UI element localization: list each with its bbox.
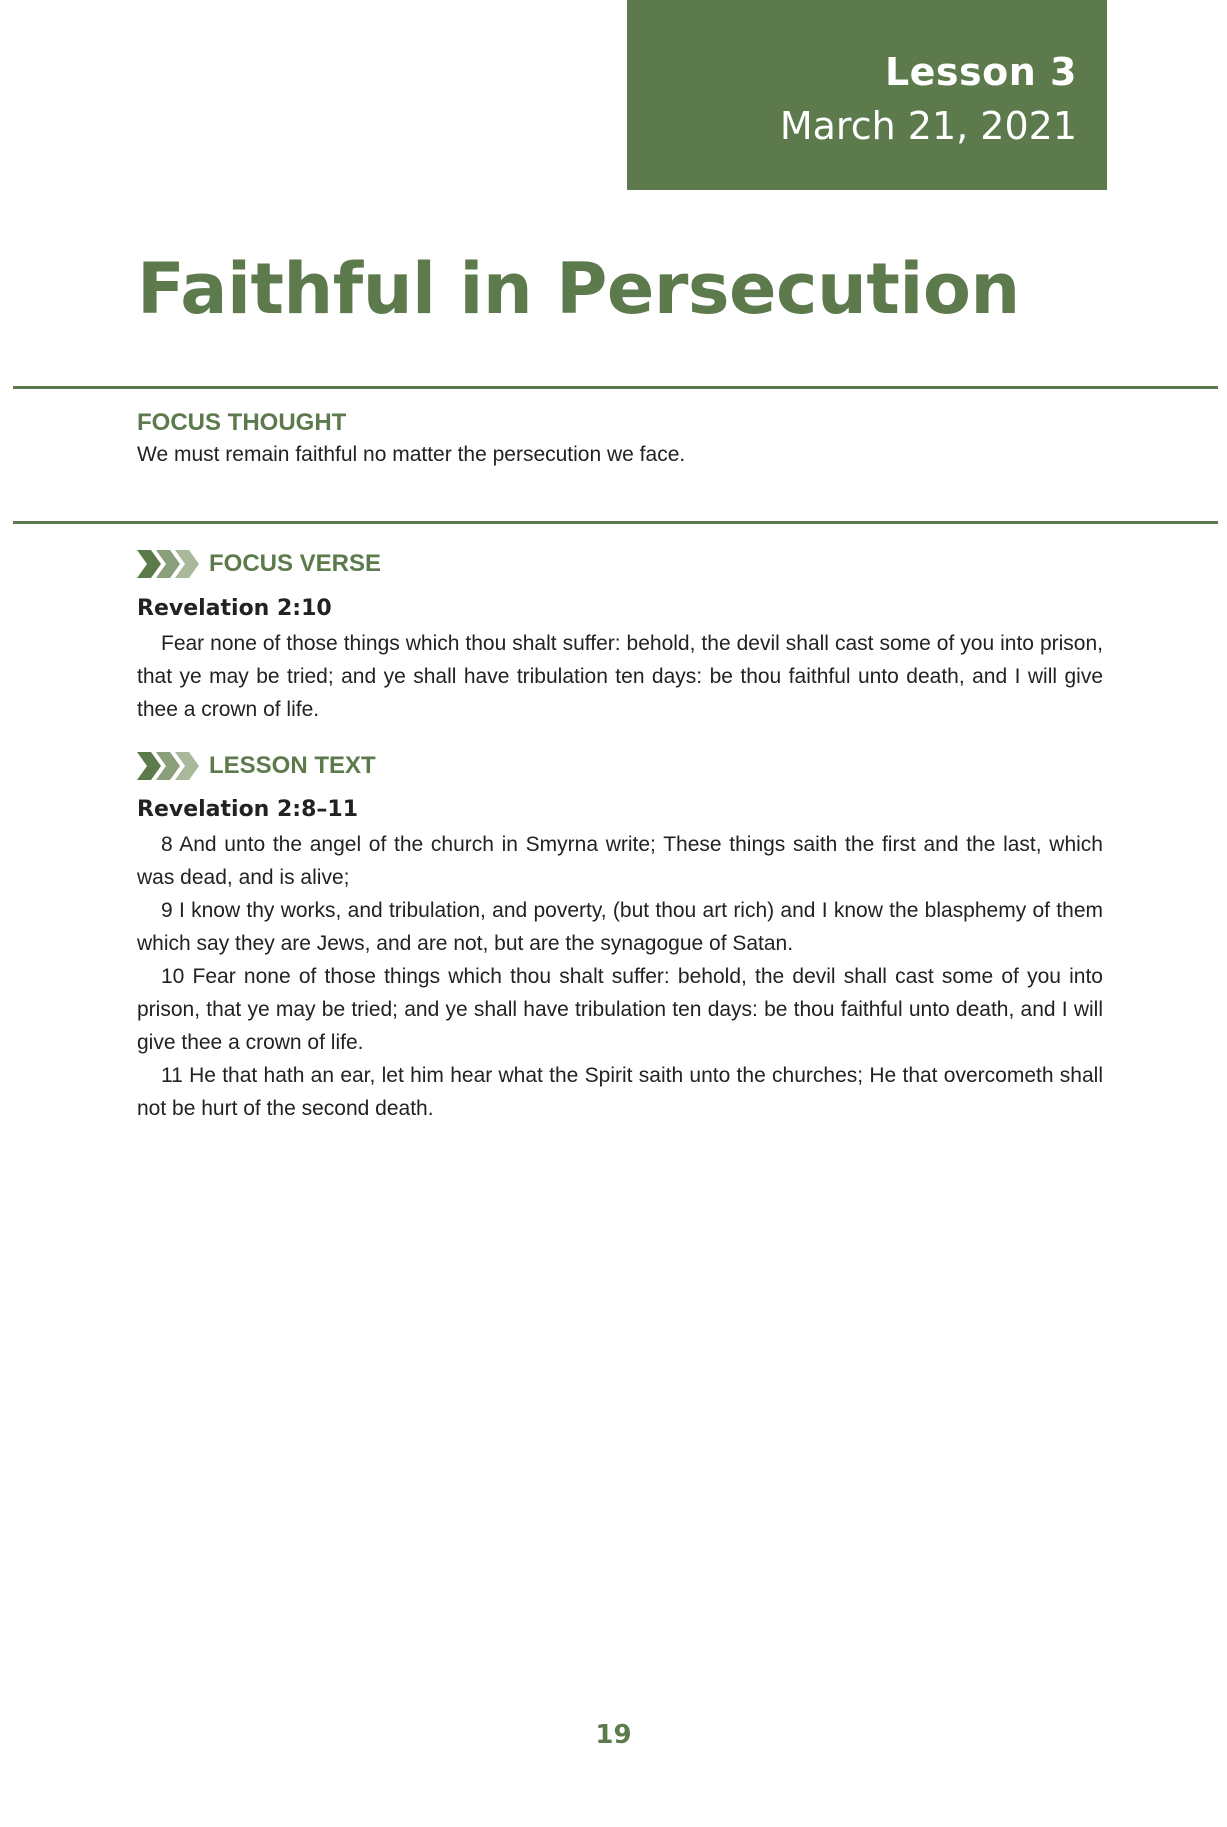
focus-thought-heading: FOCUS THOUGHT	[137, 409, 347, 436]
lesson-text-body	[137, 828, 1103, 1125]
divider-bottom	[13, 521, 1218, 524]
verse-10: 10 Fear none of those things which thou shalt suffer: behold, the devil shall cast some of you into prison, that ye may be tried; and ye shall have tribulation ten days: be thou faithful unto death, and I will give thee a crown of life.	[137, 965, 1103, 1054]
triple-chevron-icon	[137, 548, 199, 580]
divider-top	[13, 386, 1218, 389]
triple-chevron-icon	[137, 750, 199, 782]
lesson-text-label: LESSON TEXT	[209, 752, 376, 779]
verse-8: 8 And unto the angel of the church in Smyrna write; These things saith the first and the last, which was dead, and is alive;	[137, 833, 1103, 889]
verse-11: 11 He that hath an ear, let him hear what the Spirit saith unto the churches; He that overcometh shall not be hurt of the second death.	[137, 1064, 1103, 1120]
lesson-date: March 21, 2021	[779, 104, 1077, 148]
focus-verse-label: FOCUS VERSE	[209, 550, 382, 577]
focus-verse-text: Fear none of those things which thou shalt suffer: behold, the devil shall cast some of you into prison, that ye may be tried; and ye shall have tribulation ten days: be thou faithful unto death, and I will give thee a crown of life.	[137, 632, 1103, 721]
lesson-text-reference: Revelation 2:8–11	[137, 797, 359, 822]
verse-9: 9 I know thy works, and tribulation, and poverty, (but thou art rich) and I know the blasphemy of them which say they are Jews, and are not, but are the synagogue of Satan.	[137, 899, 1103, 955]
focus-verse-heading	[137, 548, 381, 580]
page-number: 19	[595, 1720, 632, 1750]
focus-verse-reference: Revelation 2:10	[137, 596, 332, 621]
lesson-text-heading	[137, 750, 376, 782]
focus-verse-body	[137, 627, 1103, 726]
page-title: Faithful in Persecution	[137, 248, 1020, 330]
lesson-header-box	[627, 0, 1107, 190]
focus-thought-text: We must remain faithful no matter the persecution we face.	[137, 443, 686, 466]
lesson-number: Lesson 3	[884, 50, 1077, 94]
